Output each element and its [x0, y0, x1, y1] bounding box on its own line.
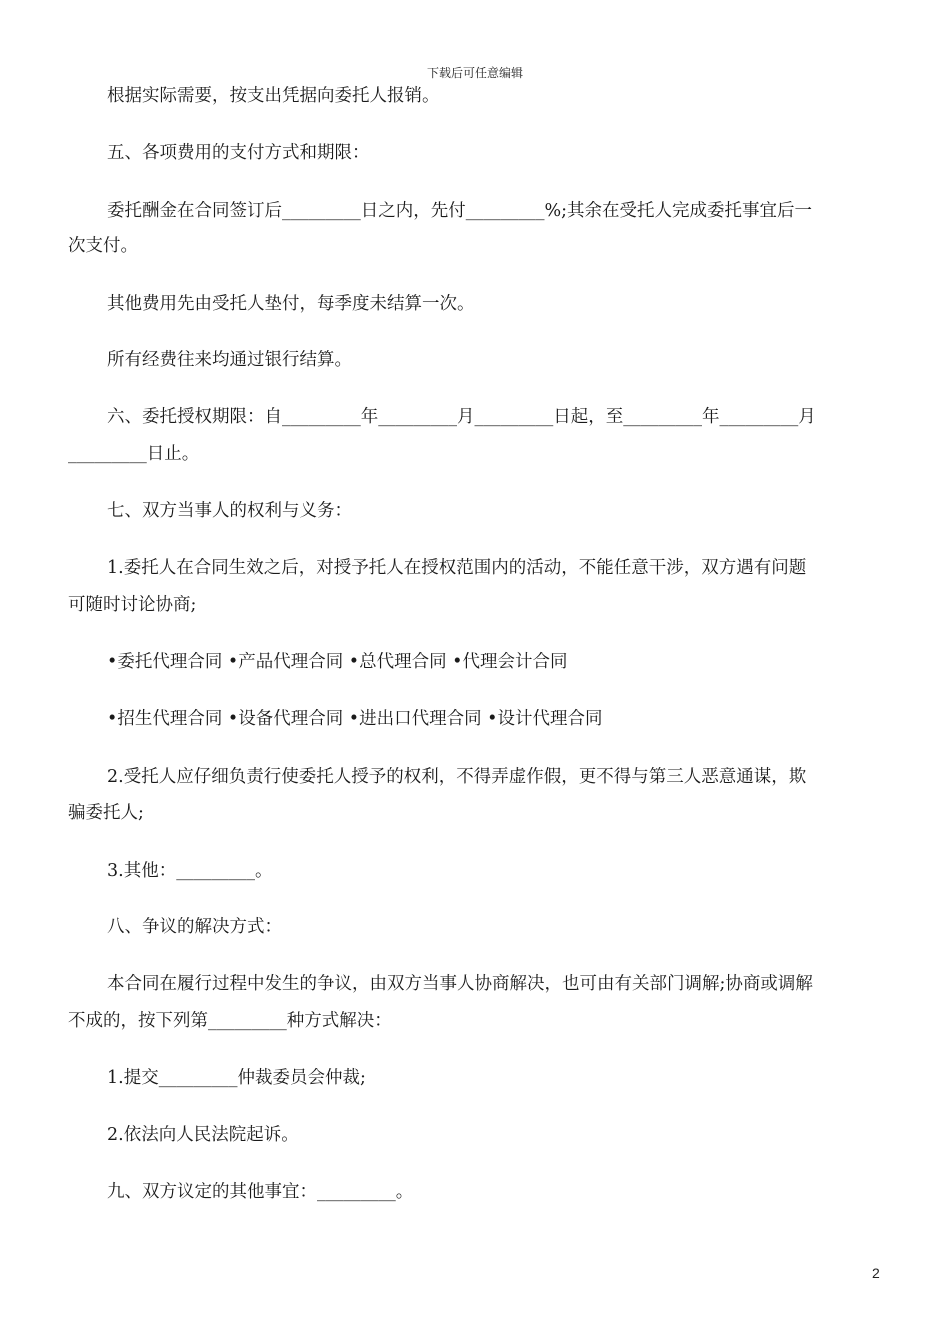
- section-8-heading: 八、争议的解决方式：: [107, 917, 282, 937]
- dispute-resolution-line: 本合同在履行过程中发生的争议，由双方当事人协商解决，也可由有关部门调解;协商或调解: [107, 974, 813, 994]
- section-5-heading: 五、各项费用的支付方式和期限：: [107, 143, 370, 163]
- clause-7-3-line: 3.其他：_________。: [107, 861, 273, 881]
- section-6-term-line: 六、委托授权期限：自_________年_________月_________日起，至_________年_________月: [107, 407, 816, 427]
- download-note: 下载后可任意编辑: [426, 66, 523, 80]
- related-contracts-row-2: •招生代理合同 •设备代理合同 •进出口代理合同 •设计代理合同: [107, 709, 603, 729]
- clause-7-2-line: 2.受托人应仔细负责行使委托人授予的权利，不得弄虚作假，更不得与第三人恶意通谋，欺: [107, 767, 807, 787]
- clause-7-1-line: 1.委托人在合同生效之后，对授予托人在授权范围内的活动，不能任意干涉，双方遇有问题: [107, 558, 807, 578]
- section-9-line: 九、双方议定的其他事宜：_________。: [107, 1182, 414, 1202]
- other-fees-line: 其他费用先由受托人垫付，每季度未结算一次。: [107, 294, 475, 314]
- fee-payment-line-cont: 次支付。: [68, 236, 138, 256]
- bank-settlement-line: 所有经费往来均通过银行结算。: [107, 350, 352, 370]
- dispute-resolution-cont: 不成的，按下列第_________种方式解决：: [68, 1011, 392, 1031]
- related-contracts-row-1: •委托代理合同 •产品代理合同 •总代理合同 •代理会计合同: [107, 652, 568, 672]
- clause-7-1-line-cont: 可随时讨论协商;: [68, 595, 197, 615]
- clause-7-2-line-cont: 骗委托人;: [68, 803, 144, 823]
- reimbursement-line: 根据实际需要，按支出凭据向委托人报销。: [107, 86, 440, 106]
- arbitration-option: 1.提交_________仲裁委员会仲裁;: [107, 1068, 366, 1088]
- page-number: 2: [872, 1265, 880, 1281]
- litigation-option: 2.依法向人民法院起诉。: [107, 1125, 299, 1145]
- section-6-term-line-cont: _________日止。: [68, 444, 200, 464]
- section-7-heading: 七、双方当事人的权利与义务：: [107, 501, 352, 521]
- fee-payment-line: 委托酬金在合同签订后_________日之内，先付_________%;其余在受托人完成委托事宜后一: [107, 201, 813, 221]
